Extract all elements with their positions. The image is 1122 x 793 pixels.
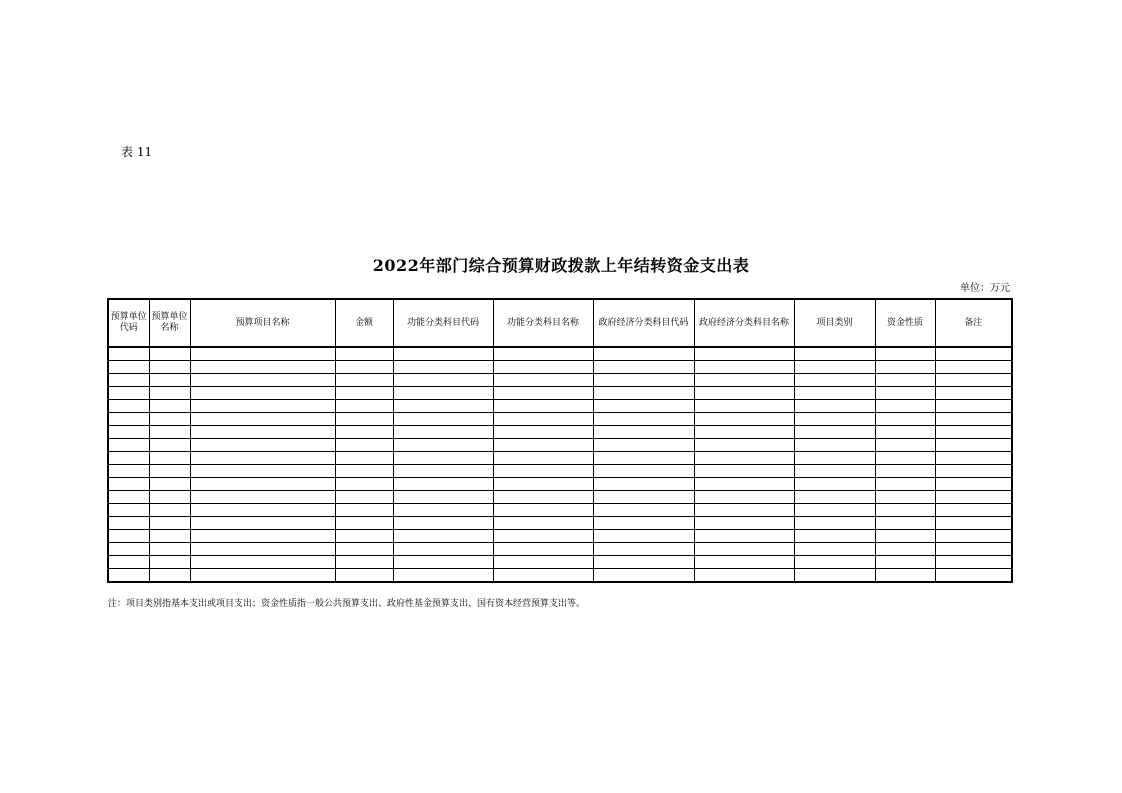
table-row [108, 387, 1012, 400]
table-cell [794, 452, 875, 465]
table-cell [593, 347, 694, 361]
table-cell [335, 400, 393, 413]
table-cell [149, 530, 190, 543]
table-cell [493, 452, 593, 465]
table-row [108, 452, 1012, 465]
table-cell [335, 413, 393, 426]
table-row [108, 426, 1012, 439]
table-cell [493, 504, 593, 517]
table-cell [593, 517, 694, 530]
table-cell [694, 426, 794, 439]
table-cell [875, 517, 935, 530]
table-cell [108, 413, 149, 426]
table-row [108, 517, 1012, 530]
table-cell [393, 347, 493, 361]
table-cell [875, 400, 935, 413]
table-cell [694, 400, 794, 413]
table-cell [694, 452, 794, 465]
table-cell [335, 517, 393, 530]
table-row [108, 347, 1012, 361]
table-cell [335, 465, 393, 478]
table-cell [935, 426, 1012, 439]
table-cell [593, 374, 694, 387]
table-cell [794, 439, 875, 452]
unit-label: 单位：万元 [960, 283, 1010, 294]
table-cell [493, 530, 593, 543]
table-cell [593, 465, 694, 478]
table-cell [694, 374, 794, 387]
table-cell [190, 426, 335, 439]
table-cell [935, 491, 1012, 504]
table-cell [493, 400, 593, 413]
table-cell [794, 543, 875, 556]
table-cell [108, 387, 149, 400]
table-cell [935, 517, 1012, 530]
table-cell [794, 413, 875, 426]
table-cell [393, 374, 493, 387]
table-cell [875, 465, 935, 478]
table-cell [794, 374, 875, 387]
table-cell [149, 347, 190, 361]
table-cell [794, 491, 875, 504]
table-cell [593, 439, 694, 452]
table-cell [393, 465, 493, 478]
table-cell [393, 400, 493, 413]
table-cell [593, 452, 694, 465]
table-cell [335, 491, 393, 504]
table-cell [794, 400, 875, 413]
table-cell [190, 530, 335, 543]
table-cell [108, 530, 149, 543]
table-cell [108, 491, 149, 504]
table-cell [393, 387, 493, 400]
table-cell [794, 478, 875, 491]
table-cell [935, 413, 1012, 426]
table-cell [190, 413, 335, 426]
table-cell [694, 347, 794, 361]
table-cell [935, 478, 1012, 491]
header-economic-subject-code: 政府经济分类科目代码 [593, 299, 694, 347]
table-number-label: 表 11 [121, 145, 153, 159]
table-cell [694, 556, 794, 569]
table-row [108, 504, 1012, 517]
table-cell [108, 400, 149, 413]
table-cell [875, 478, 935, 491]
table-cell [794, 347, 875, 361]
table-cell [593, 478, 694, 491]
table-cell [108, 361, 149, 374]
table-cell [190, 491, 335, 504]
table-cell [190, 400, 335, 413]
table-cell [694, 439, 794, 452]
footnote: 注：项目类别指基本支出或项目支出；资金性质指一般公共预算支出、政府性基金预算支出、国有资本经营预算支出等。 [108, 599, 586, 609]
table-cell [593, 543, 694, 556]
table-row [108, 530, 1012, 543]
table-cell [393, 504, 493, 517]
table-row [108, 400, 1012, 413]
table-body [108, 347, 1012, 582]
table-header-row [108, 299, 1012, 347]
table-cell [875, 361, 935, 374]
table-cell [149, 374, 190, 387]
table-cell [493, 543, 593, 556]
table-cell [190, 569, 335, 583]
header-fund-nature: 资金性质 [875, 299, 935, 347]
table-cell [935, 400, 1012, 413]
table-cell [935, 347, 1012, 361]
table-cell [694, 478, 794, 491]
table-row [108, 413, 1012, 426]
table-cell [875, 413, 935, 426]
table-cell [108, 569, 149, 583]
table-cell [493, 439, 593, 452]
table-cell [593, 556, 694, 569]
table-cell [593, 504, 694, 517]
header-budget-project-name: 预算项目名称 [190, 299, 335, 347]
table-cell [593, 413, 694, 426]
table-cell [935, 504, 1012, 517]
header-functional-subject-code: 功能分类科目代码 [393, 299, 493, 347]
table-cell [149, 491, 190, 504]
table-cell [108, 439, 149, 452]
table-cell [694, 491, 794, 504]
table-cell [335, 347, 393, 361]
table-row [108, 465, 1012, 478]
table-cell [335, 478, 393, 491]
table-cell [875, 426, 935, 439]
header-functional-subject-name: 功能分类科目名称 [493, 299, 593, 347]
table-cell [108, 478, 149, 491]
table-cell [593, 426, 694, 439]
table-cell [935, 530, 1012, 543]
table-cell [190, 517, 335, 530]
table-cell [149, 413, 190, 426]
table-cell [875, 504, 935, 517]
table-cell [393, 543, 493, 556]
table-cell [493, 413, 593, 426]
table-row [108, 556, 1012, 569]
table-cell [694, 387, 794, 400]
table-cell [335, 452, 393, 465]
table-cell [875, 543, 935, 556]
table-cell [149, 517, 190, 530]
table-cell [393, 517, 493, 530]
table-cell [149, 400, 190, 413]
table-cell [190, 504, 335, 517]
table-cell [190, 361, 335, 374]
table-cell [875, 530, 935, 543]
table-cell [493, 387, 593, 400]
table-cell [190, 543, 335, 556]
table-row [108, 543, 1012, 556]
table-cell [493, 517, 593, 530]
table-cell [935, 556, 1012, 569]
table-cell [694, 465, 794, 478]
table-cell [794, 504, 875, 517]
table-row [108, 374, 1012, 387]
table-cell [694, 530, 794, 543]
table-cell [935, 465, 1012, 478]
table-cell [935, 374, 1012, 387]
table-cell [190, 465, 335, 478]
header-remarks: 备注 [935, 299, 1012, 347]
table-cell [149, 504, 190, 517]
table-cell [149, 556, 190, 569]
table-cell [108, 374, 149, 387]
table-cell [794, 569, 875, 583]
table-cell [108, 556, 149, 569]
budget-expenditure-table [107, 298, 1013, 583]
table-cell [108, 504, 149, 517]
table-cell [694, 569, 794, 583]
header-budget-unit-name: 预算单位名称 [149, 299, 190, 347]
header-project-category: 项目类别 [794, 299, 875, 347]
table-cell [794, 556, 875, 569]
table-cell [335, 439, 393, 452]
table-cell [794, 530, 875, 543]
table-cell [493, 556, 593, 569]
table-cell [875, 556, 935, 569]
table-cell [493, 426, 593, 439]
header-budget-unit-code: 预算单位代码 [108, 299, 149, 347]
table-cell [935, 452, 1012, 465]
table-cell [190, 556, 335, 569]
table-cell [593, 400, 694, 413]
table-cell [108, 426, 149, 439]
table-cell [935, 439, 1012, 452]
table-cell [108, 543, 149, 556]
table-cell [493, 361, 593, 374]
table-cell [875, 387, 935, 400]
table-cell [190, 374, 335, 387]
table-cell [108, 347, 149, 361]
table-cell [108, 452, 149, 465]
header-amount: 金额 [335, 299, 393, 347]
header-economic-subject-name: 政府经济分类科目名称 [694, 299, 794, 347]
table-cell [694, 361, 794, 374]
table-cell [190, 452, 335, 465]
table-cell [794, 361, 875, 374]
table-cell [149, 478, 190, 491]
table-cell [794, 517, 875, 530]
table-cell [875, 374, 935, 387]
table-cell [393, 556, 493, 569]
table-cell [108, 517, 149, 530]
table-cell [190, 439, 335, 452]
table-cell [493, 491, 593, 504]
table-cell [875, 347, 935, 361]
table-cell [935, 543, 1012, 556]
table-cell [794, 426, 875, 439]
table-cell [593, 491, 694, 504]
table-cell [393, 361, 493, 374]
table-cell [190, 478, 335, 491]
table-cell [190, 387, 335, 400]
table-cell [935, 387, 1012, 400]
table-cell [493, 478, 593, 491]
table-row [108, 569, 1012, 583]
table-cell [694, 517, 794, 530]
table-cell [335, 530, 393, 543]
table-cell [335, 387, 393, 400]
table-cell [393, 478, 493, 491]
table-cell [935, 569, 1012, 583]
table-cell [335, 504, 393, 517]
table-cell [393, 569, 493, 583]
table-cell [393, 530, 493, 543]
table-cell [149, 569, 190, 583]
table-row [108, 361, 1012, 374]
table-cell [875, 491, 935, 504]
table-cell [149, 452, 190, 465]
table-row [108, 439, 1012, 452]
table-cell [149, 465, 190, 478]
table-cell [335, 556, 393, 569]
table-cell [335, 361, 393, 374]
table-cell [694, 543, 794, 556]
table-cell [149, 361, 190, 374]
table-row [108, 491, 1012, 504]
table-cell [393, 426, 493, 439]
table-cell [149, 387, 190, 400]
table-cell [493, 347, 593, 361]
table-cell [875, 439, 935, 452]
table-cell [393, 439, 493, 452]
table-cell [875, 569, 935, 583]
table-cell [593, 530, 694, 543]
table-row [108, 478, 1012, 491]
table-cell [493, 465, 593, 478]
table-cell [335, 543, 393, 556]
table-cell [393, 452, 493, 465]
table-cell [593, 361, 694, 374]
table-cell [393, 491, 493, 504]
table-cell [935, 361, 1012, 374]
table-cell [493, 374, 593, 387]
table-cell [794, 465, 875, 478]
document-title: 2022年部门综合预算财政拨款上年结转资金支出表 [372, 256, 750, 275]
table-cell [335, 374, 393, 387]
table-cell [335, 426, 393, 439]
table-cell [694, 413, 794, 426]
table-cell [190, 347, 335, 361]
table-cell [593, 387, 694, 400]
table-cell [694, 504, 794, 517]
table-cell [593, 569, 694, 583]
table-cell [794, 387, 875, 400]
table-cell [875, 452, 935, 465]
table-cell [108, 465, 149, 478]
table-cell [493, 569, 593, 583]
table-cell [335, 569, 393, 583]
table-cell [149, 439, 190, 452]
table-cell [393, 413, 493, 426]
table-cell [149, 426, 190, 439]
table-cell [149, 543, 190, 556]
